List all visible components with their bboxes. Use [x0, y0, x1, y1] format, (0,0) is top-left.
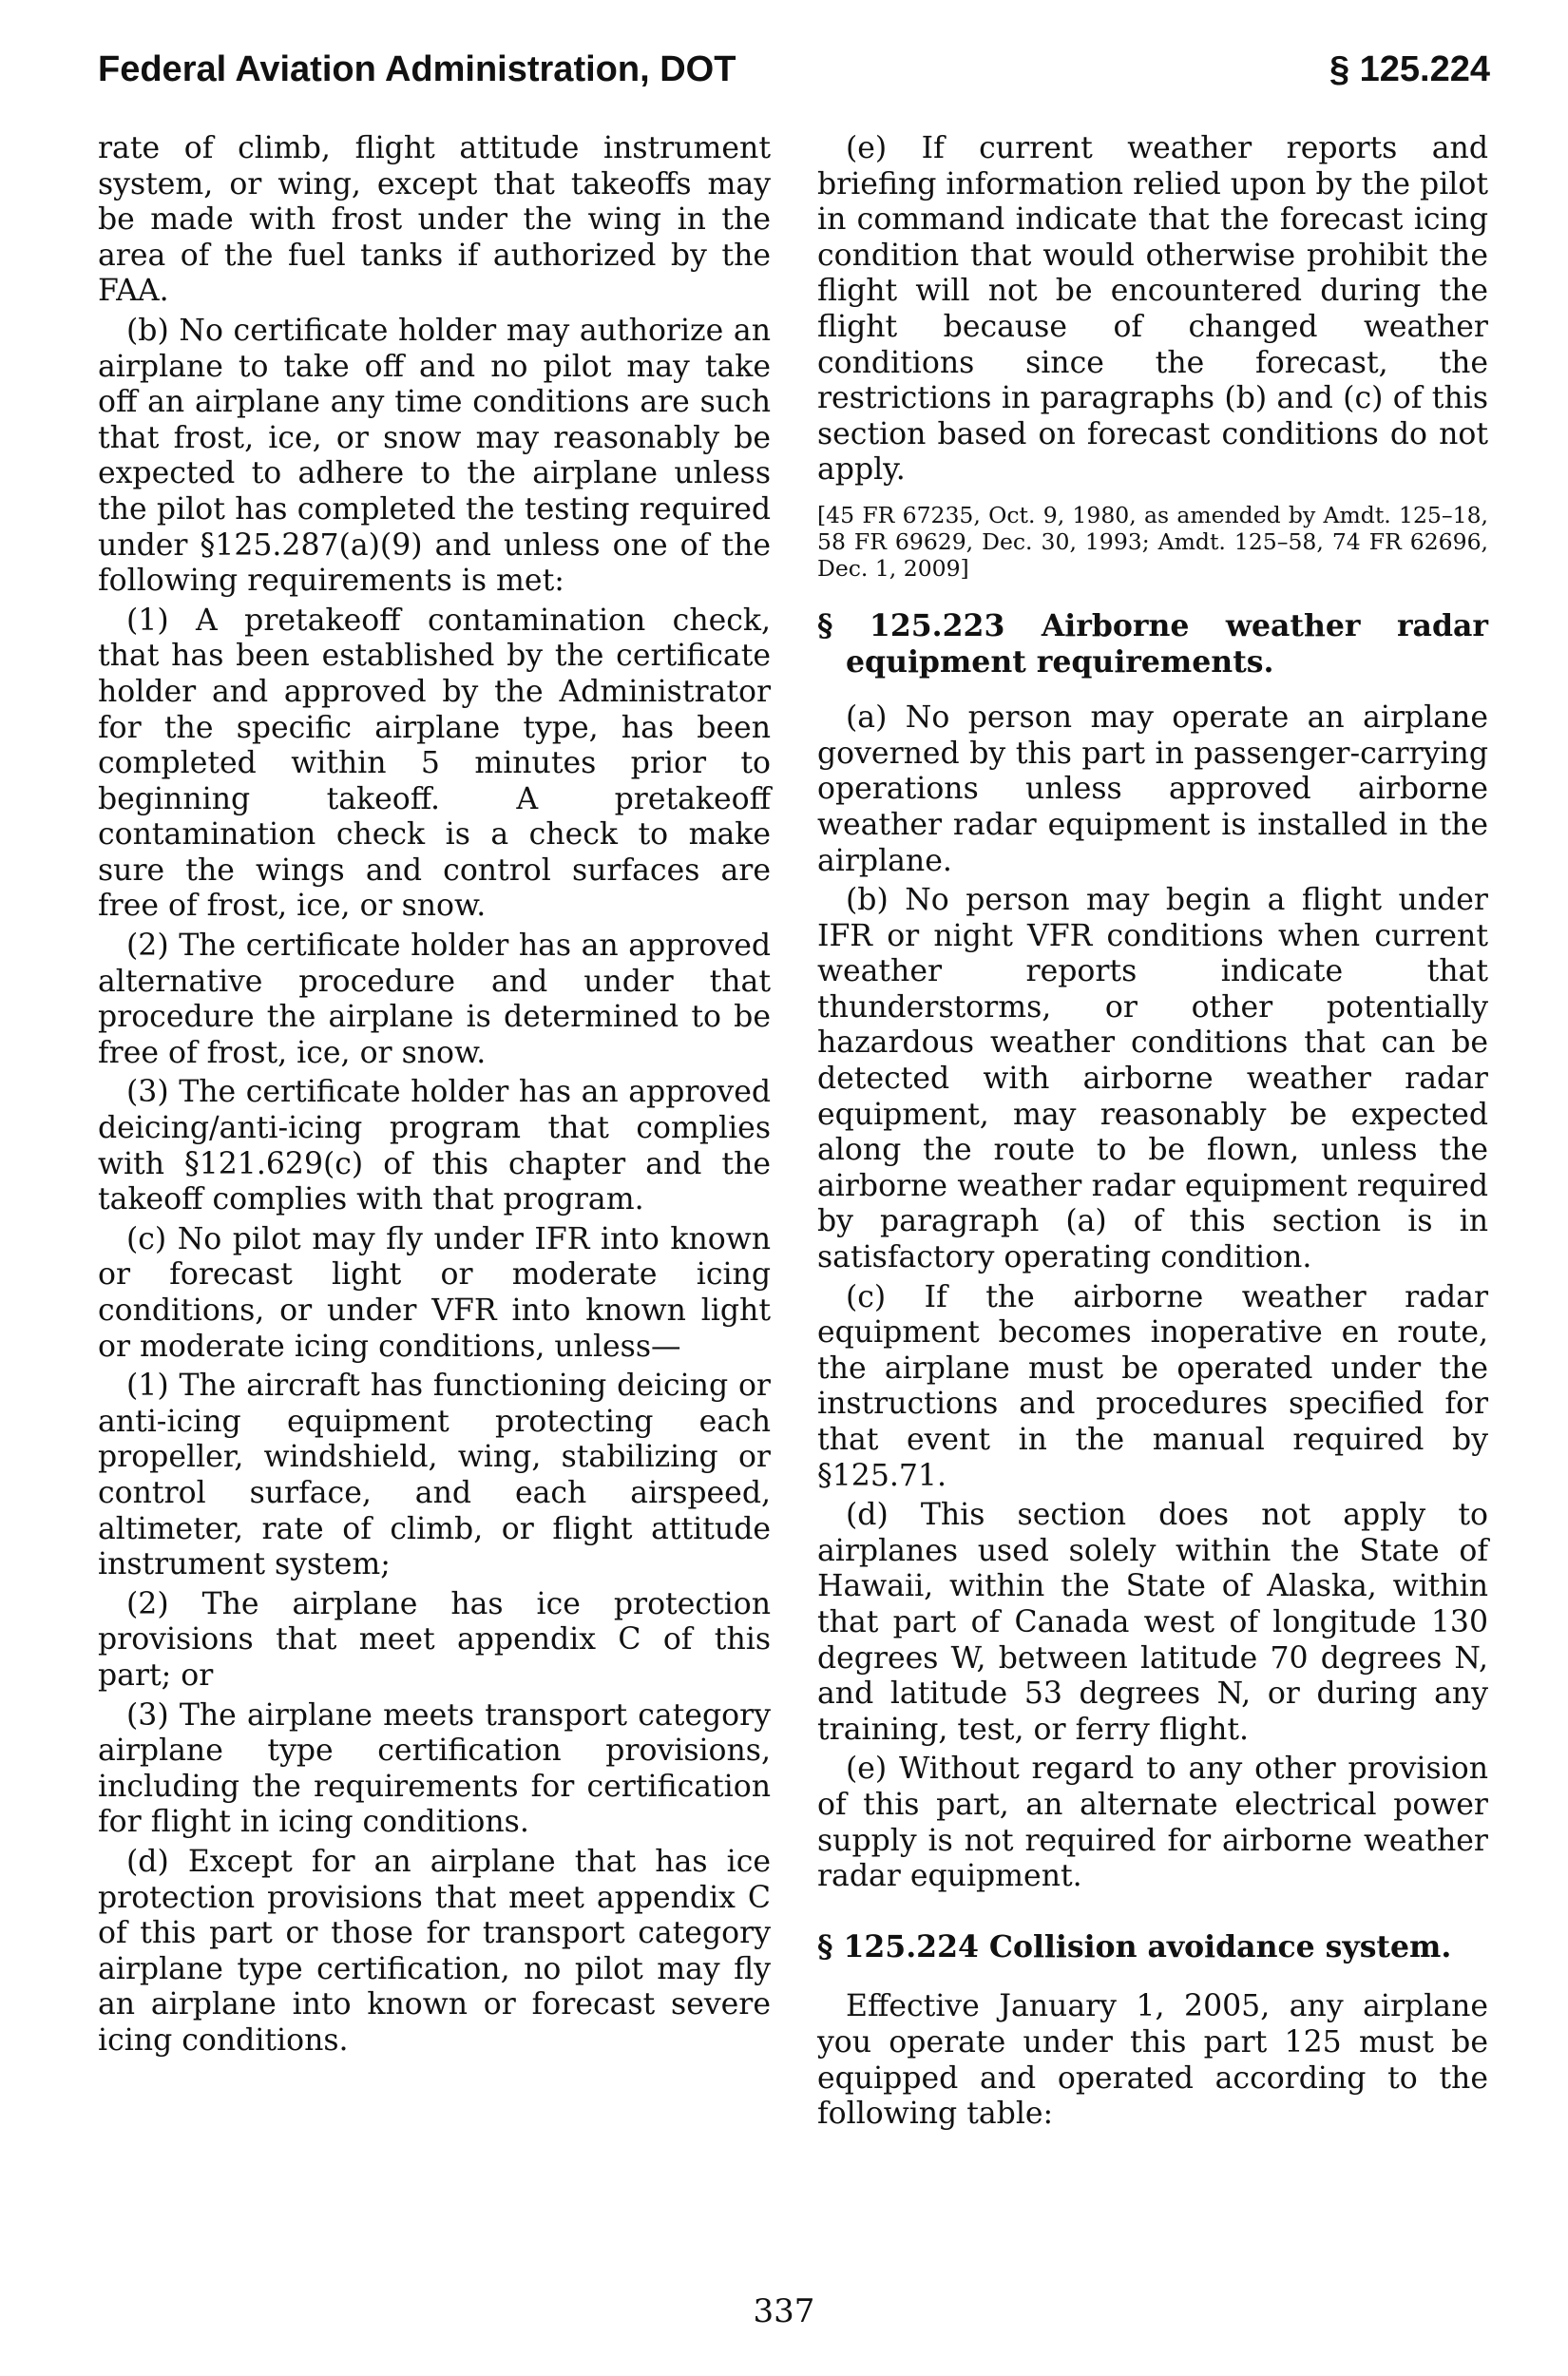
paragraph: (a) No person may operate an airplane governed by this part in passenger-carrying operations unless approved airborne weather radar equipment is installed in the airplane. [817, 700, 1488, 878]
paragraph: (e) If current weather reports and briefing information relied upon by the pilot in command indicate that the forecast icing condition that would otherwise prohibit the flight will not be encountered during the flight because of changed weather conditions since the forecast, the restrictions in paragraphs (b) and (c) of this section based on forecast conditions do not apply. [817, 131, 1488, 488]
section-number: § 125.224 [1329, 49, 1490, 89]
amendment-citation: [45 FR 67235, Oct. 9, 1980, as amended by Amdt. 125–18, 58 FR 69629, Dec. 30, 1993; Amdt. 125–58, 74 FR 62696, Dec. 1, 2009] [817, 501, 1488, 582]
paragraph: (2) The airplane has ice protection provisions that meet appendix C of this part; or [98, 1586, 771, 1693]
paragraph: (1) The aircraft has functioning deicing or anti-icing equipment protecting each propeller, windshield, wing, stabilizing or control surface, and each airspeed, altimeter, rate of climb, or flight attitude instrument system; [98, 1369, 771, 1582]
section-heading-125-224: § 125.224 Collision avoidance system. [817, 1928, 1452, 1964]
paragraph: (2) The certificate holder has an approved alternative procedure and under that procedure the airplane is determined to be free of frost, ice, or snow. [98, 929, 771, 1070]
page-number: 337 [753, 2292, 815, 2330]
paragraph: (c) No pilot may fly under IFR into known or forecast light or moderate icing conditions, or under VFR into known light or moderate icing conditions, unless— [98, 1221, 771, 1364]
agency-title: Federal Aviation Administration, DOT [98, 49, 736, 89]
paragraph: (b) No certificate holder may authorize an airplane to take off and no pilot may take off an airplane any time conditions are such that frost, ice, or snow may reasonably be expected to adhere to the airplane unless the pilot has completed the testing required under §125.287(a)(9) and unless one of the following requirements is met: [98, 313, 771, 599]
paragraph: (3) The certificate holder has an approved deicing/anti-icing program that complies with §121.629(c) of this chapter and the takeoff complies with that program. [98, 1075, 771, 1217]
paragraph: (1) A pretakeoff contamination check, that has been established by the certificate holder and approved by the Administrator for the specific airplane type, has been completed within 5 minutes prior to beginning takeoff. A pretakeoff contamination check is a check to make sure the wings and control surfaces are free of frost, ice, or snow. [98, 603, 771, 924]
paragraph: (c) If the airborne weather radar equipment becomes inoperative en route, the airplane must be operated under the instructions and procedures specified for that event in the manual required by §125.71. [817, 1279, 1488, 1493]
section-heading-125-223: § 125.223 Airborne weather radar equipment requirements. [817, 607, 1488, 680]
right-column [817, 131, 1488, 2136]
paragraph: (d) This section does not apply to airplanes used solely within the State of Hawaii, within the State of Alaska, within that part of Canada west of longitude 130 degrees W, between latitude 70 degrees N, and latitude 53 degrees N, or during any training, test, or ferry flight. [817, 1498, 1488, 1747]
paragraph: (e) Without regard to any other provision of this part, an alternate electrical power supply is not required for airborne weather radar equipment. [817, 1752, 1488, 1894]
running-header [98, 49, 1490, 97]
paragraph: (3) The airplane meets transport category airplane type certification provisions, including the requirements for certification for flight in icing conditions. [98, 1697, 771, 1840]
paragraph: (b) No person may begin a flight under IFR or night VFR conditions when current weather reports indicate that thunderstorms, or other potentially hazardous weather conditions that can be detected with airborne weather radar equipment, may reasonably be expected along the route to be flown, unless the airborne weather radar equipment required by paragraph (a) of this section is in satisfactory operating condition. [817, 883, 1488, 1275]
left-column [98, 131, 771, 2062]
paragraph: rate of climb, flight attitude instrument system, or wing, except that takeoffs may be made with frost under the wing in the area of the fuel tanks if authorized by the FAA. [98, 131, 771, 309]
paragraph: (d) Except for an airplane that has ice protection provisions that meet appendix C of this part or those for transport category airplane type certification, no pilot may fly an airplane into known or forecast severe icing conditions. [98, 1844, 771, 2058]
paragraph: Effective January 1, 2005, any airplane you operate under this part 125 must be equipped and operated according to the following table: [817, 1989, 1488, 2132]
